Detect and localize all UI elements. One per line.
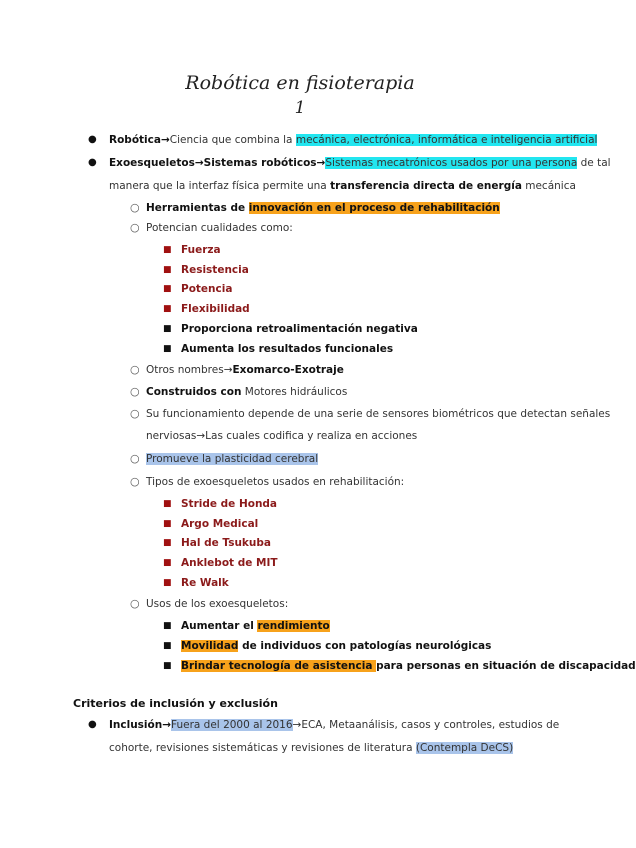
type-item: Argo Medical [181,518,259,530]
bold-text: transferencia directa de energía [330,180,522,192]
circle-marker: ○ [130,475,140,488]
use-item [181,639,491,653]
definition: Ciencia que combina la [169,134,296,146]
page-number: 1 [294,98,306,118]
bullet-robotica [109,133,597,147]
quality-item: Proporciona retroalimentación negativa [181,323,418,335]
highlight: rendimiento [257,620,330,632]
circle-marker: ○ [130,597,140,610]
square-marker: ■ [163,265,172,275]
highlight: Brindar tecnología de asistencia [181,660,377,672]
highlight: Sistemas mecatrónicos usados por una persona [325,157,578,169]
quality-item: Aumenta los resultados funcionales [181,343,394,355]
square-marker: ■ [163,641,172,651]
square-marker: ■ [163,245,172,255]
text: Otros nombres→ [146,364,233,376]
quality-item: Fuerza [181,244,221,256]
bold-text: Exomarco-Exotraje [232,364,344,376]
text: Aumentar el [181,620,258,632]
square-marker: ■ [163,499,172,509]
square-marker: ■ [163,304,172,314]
use-item [181,619,330,633]
item-usos: Usos de los exoesqueletos: [146,598,289,610]
type-item: Stride de Honda [181,498,278,510]
use-item [181,659,636,673]
circle-marker: ○ [130,363,140,376]
item-potencian: Potencian cualidades como: [146,222,293,234]
square-marker: ■ [163,661,172,671]
highlight: Fuera del 2000 al 2016 [171,719,293,731]
square-marker: ■ [163,344,172,354]
circle-marker: ○ [130,221,140,234]
square-marker: ■ [163,558,172,568]
item-plasticidad [146,452,318,466]
text: Herramientas de [146,202,249,214]
highlight: Promueve la plasticidad cerebral [146,453,319,465]
item-herramientas [146,201,500,215]
circle-marker: ○ [130,385,140,398]
circle-marker: ○ [130,452,140,465]
text: →ECA, Metaanálisis, casos y controles, estudios de [292,719,560,731]
type-item: Re Walk [181,577,229,589]
text: para personas en situación de discapacidad [376,660,636,672]
square-marker: ■ [163,578,172,588]
item-funcionamiento-cont: nerviosas→Las cuales codifica y realiza en acciones [146,430,418,442]
quality-item: Flexibilidad [181,303,250,315]
square-marker: ■ [163,284,172,294]
bullet-exoesqueletos-cont [109,179,576,193]
bullet-inclusion [109,718,559,732]
highlight: Movilidad [181,640,239,652]
bullet-marker: ● [88,157,97,168]
text: de individuos con patologías neurológicas [238,640,492,652]
highlight: (Contempla DeCS) [415,742,514,754]
text: mecánica [521,180,576,192]
bullet-marker: ● [88,719,97,730]
term: Robótica→ [109,134,170,146]
section-heading: Criterios de inclusión y exclusión [73,697,278,710]
item-otros-nombres [146,363,344,377]
item-construidos [146,385,347,399]
bullet-exoesqueletos [109,156,611,170]
type-item: Hal de Tsukuba [181,537,271,549]
item-funcionamiento: Su funcionamiento depende de una serie de sensores biométricos que detectan señales [146,408,611,420]
term: Exoesqueletos→Sistemas robóticos→ [109,157,326,169]
term: Inclusión→ [109,719,172,731]
square-marker: ■ [163,538,172,548]
highlight: innovación en el proceso de rehabilitación [248,202,500,214]
bullet-marker: ● [88,134,97,145]
bullet-inclusion-cont [109,741,513,755]
type-item: Anklebot de MIT [181,557,278,569]
circle-marker: ○ [130,201,140,214]
text: Motores hidráulicos [241,386,348,398]
definition: de tal [577,157,611,169]
item-tipos: Tipos de exoesqueletos usados en rehabilitación: [146,476,405,488]
page-title: Robótica en fisioterapia [185,72,415,94]
circle-marker: ○ [130,407,140,420]
square-marker: ■ [163,324,172,334]
highlight: mecánica, electrónica, informática e inteligencia artificial [295,134,598,146]
text: cohorte, revisiones sistemáticas y revisiones de literatura [109,742,416,754]
square-marker: ■ [163,519,172,529]
square-marker: ■ [163,621,172,631]
bold-text: Construidos con [146,386,242,398]
quality-item: Resistencia [181,264,249,276]
quality-item: Potencia [181,283,233,295]
text: manera que la interfaz física permite una [109,180,331,192]
